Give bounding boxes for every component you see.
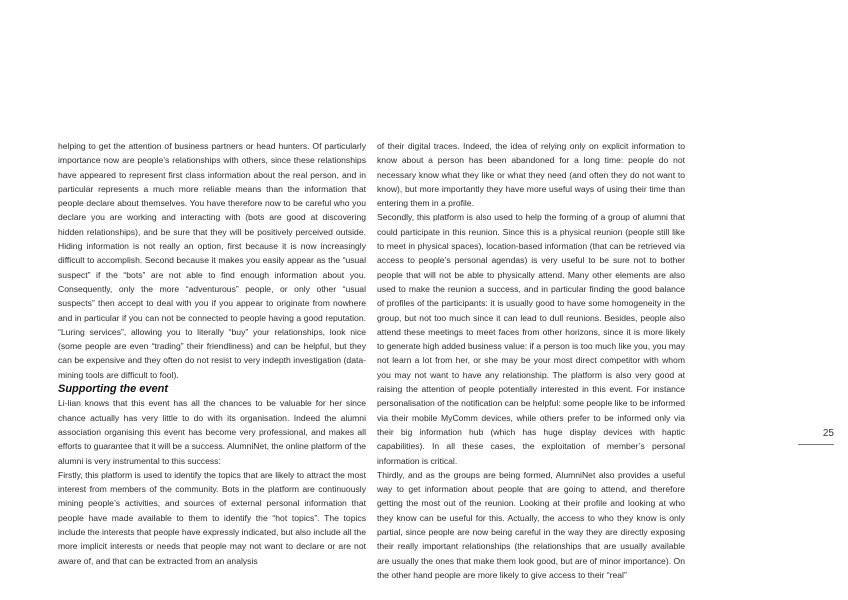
paragraph: Firstly, this platform is used to identify the topics that are likely to attract the most interest from members of the community. Bots in the platform are continuously mining people’s activities, and sources of external personal information that people have made available to them to identify the “hot topics”. The topics include the interests that people have expressly indicated, but also include all the more implicit interests or needs that people may not want to declare or are not aware of, and that can be extracted from an analysis [58,469,366,566]
section-heading: Supporting the event [58,383,168,396]
page-number-rule [798,444,834,445]
left-text-column [58,139,366,568]
page-number: 25 [822,428,834,439]
paragraph: Thirdly, and as the groups are being formed, AlumniNet also provides a useful way to get information about people that are going to attend, and therefore getting the most out of the reunion. Looking at their profile and looking at who they know can be useful for this. Actually, the access to who they know is only partial, since people are now being careful in the way they are directly exposing their really important relationships (the relationships that are usually available are usually the ones that make them look good, but are of minor importance). On the other hand people are more likely to give access to their “real” [377,469,685,580]
paragraph: helping to get the attention of business partners or head hunters. Of particularly importance now are people’s relationships with others, since these relationships have appeared to represent first class information about the real person, and in particular represents a much more reliable means than the information that people declare about themselves. You have therefore now to be careful who you declare you are working and interacting with (bots are good at discovering hidden relationships), and be sure that they will be positively perceived outside. Hiding information is not really an option, first because it is now increasingly difficult to accomplish. Second because it makes you easily appear as the “usual suspect” if the “bots” are not able to find enough information about you. Consequently, only the more “adventurous” people, or only other “usual suspects” then accept to deal with you if you appear to originate from nowhere and in particular if you can not be connected to people having a good reputation. “Luring services”, allowing you to literally “buy” your relationships, look nice (some people are even “trading” their friendliness) and can be helpful, but they can be expensive and they often do not resist to very indepth investigation (data-mining tools are difficult to fool). [58,141,366,380]
paragraph: of their digital traces. Indeed, the idea of relying only on explicit information to know about a person has been abandoned for a long time: people do not necessary know what they like or what they need (and often they do not want to know), but more importantly they have more useful ways of using their time than entering them in a profile. [377,141,685,209]
right-text-column [377,139,685,582]
paragraph: Secondly, this platform is also used to help the forming of a group of alumni that could participate in this reunion. Since this is a physical reunion (people still like to meet in physical spaces), location-based information (that can be retrieved via access to people’s personal agendas) is very useful to be sure not to bother people that will not be able to physically attend. Many other elements are also used to make the reunion a success, and in particular finding the good balance of profiles of the participants: it is usually good to have some homogeneity in the group, but not too much since it can lead to dull reunions. Besides, people also attend these meetings to meet faces from other horizons, since it is more likely to generate high added business value: if a person is too much like you, you may not learn a lot from her, or she may be your most direct competitor with whom you may not want to have any relationship. The platform is also very good at raising the attention of people potentially interested in this event. For instance personalisation of the notification can be helpful: some people like to be informed via their mobile MyComm devices, while others prefer to be informed only via their big information hub (which has huge display devices with haptic capabilities). In all these cases, the exploitation of member’s personal information is critical. [377,212,685,466]
paragraph: Li-lian knows that this event has all the chances to be valuable for her since chance actually has very little to do with its organisation. Indeed the alumni association organising this event has become very professional, and makes all efforts to guarantee that it will be a success. AlumniNet, the online platform of the alumni is very instrumental to this success: [58,398,366,466]
